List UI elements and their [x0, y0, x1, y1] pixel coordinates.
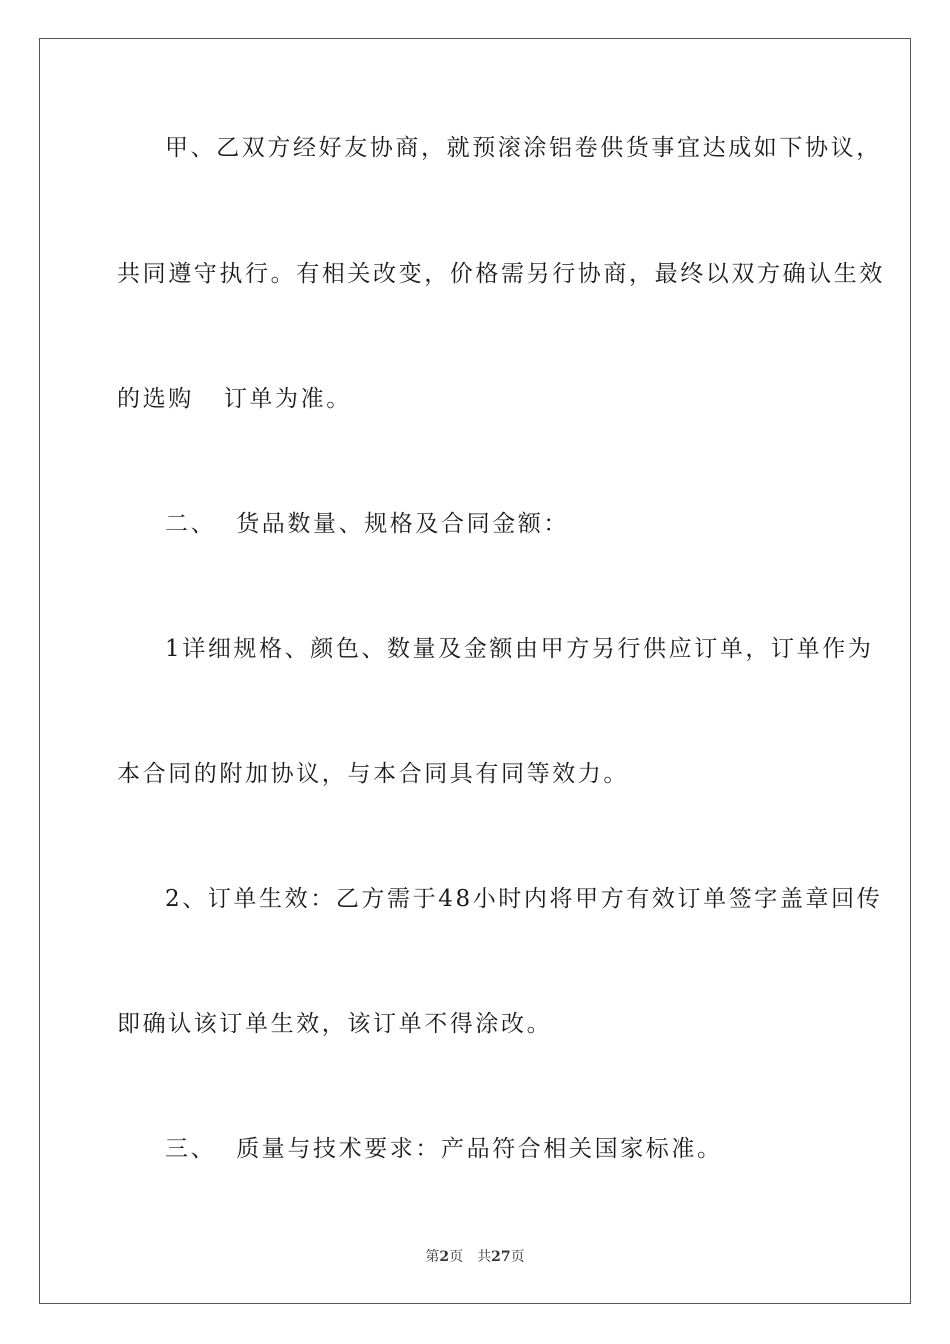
paragraph-line-8: 即确认该订单生效，该订单不得涂改。 — [117, 1011, 553, 1037]
footer-page-prefix: 第 — [425, 1249, 440, 1265]
paragraph-line-3a: 的选购 — [117, 386, 194, 412]
page-border — [39, 38, 911, 1304]
footer-page-number: 2 — [439, 1249, 450, 1265]
footer-page-suffix: 页 — [449, 1249, 464, 1265]
page-footer — [0, 1248, 950, 1266]
section-heading-3 — [165, 1134, 723, 1164]
paragraph-line-7: 2、订单生效：乙方需于48小时内将甲方有效订单签字盖章回传 — [165, 886, 883, 912]
paragraph-line-6: 本合同的附加协议，与本合同具有同等效力。 — [117, 761, 629, 787]
section-title-2: 货品数量、规格及合同金额： — [236, 511, 570, 537]
paragraph-line-3b: 订单为准。 — [223, 386, 352, 412]
paragraph-line-2: 共同遵守执行。有相关改变，价格需另行协商，最终以双方确认生效 — [117, 261, 885, 287]
section-number-2: 二、 — [165, 511, 217, 537]
section-number-3: 三、 — [165, 1136, 217, 1162]
paragraph-line-3 — [117, 384, 352, 414]
footer-total-prefix: 共 — [477, 1249, 492, 1265]
paragraph-line-5: 1详细规格、颜色、数量及金额由甲方另行供应订单，订单作为 — [165, 636, 874, 662]
footer-total-suffix: 页 — [510, 1249, 525, 1265]
paragraph-line-1: 甲、乙双方经好友协商，就预滚涂铝卷供货事宜达成如下协议， — [165, 135, 882, 161]
section-title-3: 质量与技术要求：产品符合相关国家标准。 — [236, 1136, 723, 1162]
footer-total-pages: 27 — [491, 1249, 511, 1265]
section-heading-2 — [165, 509, 569, 539]
